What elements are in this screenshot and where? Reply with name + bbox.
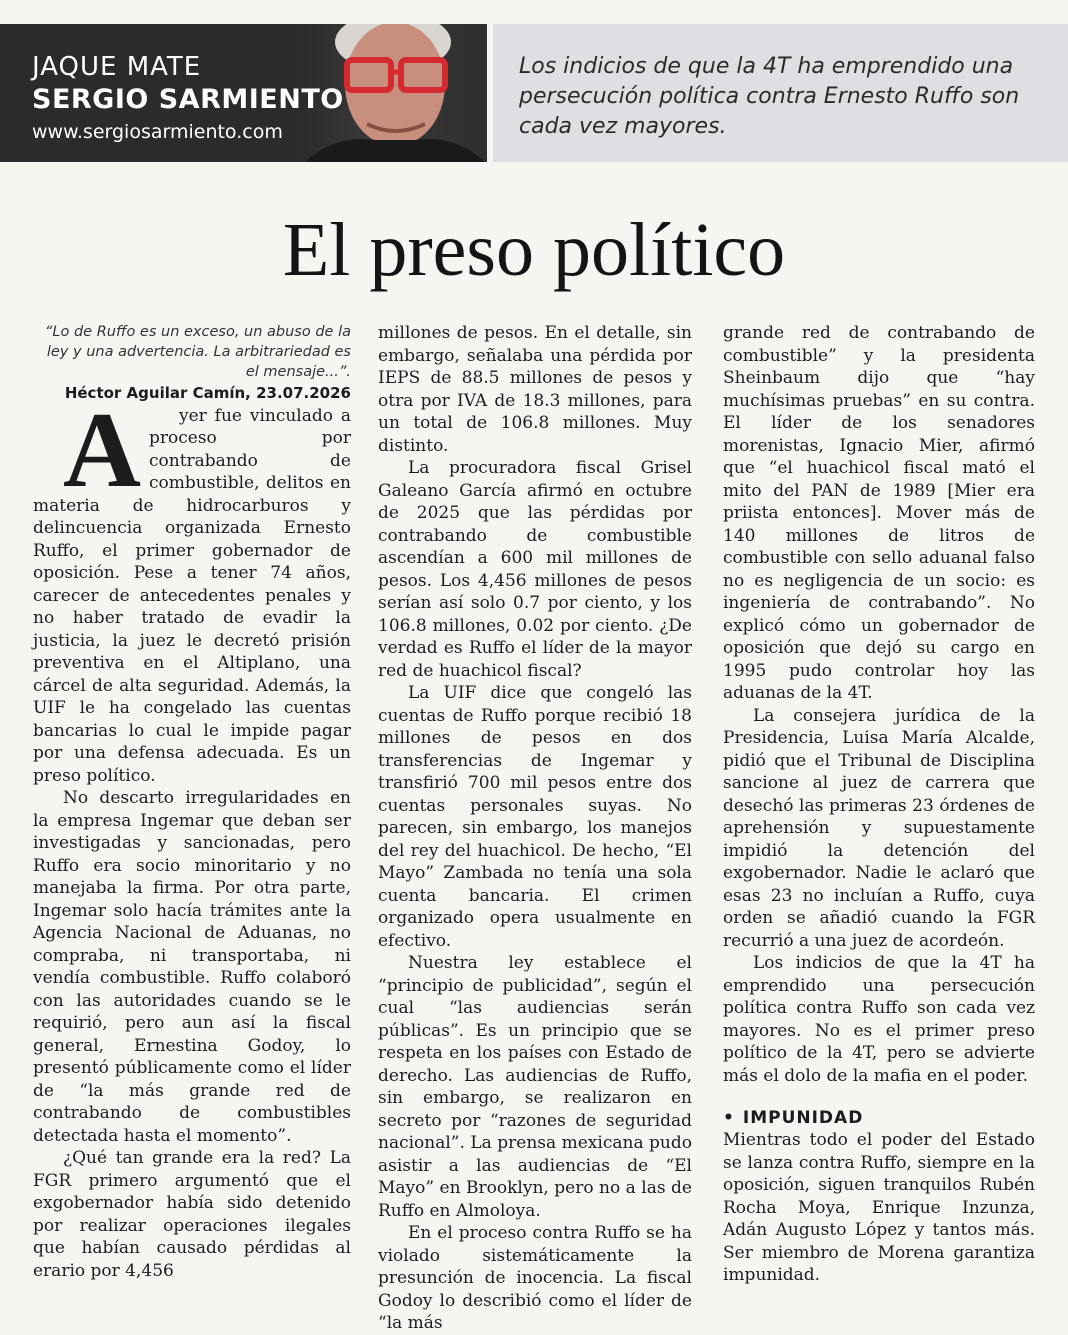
- teaser-text: Los indicios de que la 4T ha emprendido una persecución política contra Ernesto Ruffo son cada vez mayores.: [519, 54, 1020, 139]
- article-headline: El preso político: [282, 208, 786, 292]
- paragraph: Mientras todo el poder del Estado se lanza contra Ruffo, siempre en la oposición, siguen tranquilos Rubén Rocha Moya, Enrique Inzunza, Adán Augusto López y tantos más. Ser miembro de Morena garantiza impunidad.: [723, 1130, 1035, 1285]
- paragraph: A yer fue vinculado a proceso por contrabando de combustible, delitos en materia de hidrocarburos y delincuencia organizada Ernesto Ruffo, el primer gobernador de oposición. Pese a tener 74 años, carecer de antecedentes penales y no haber tratado de evadir la justicia, la juez le decretó prisión preventiva en el Altiplano, una cárcel de alta seguridad. Además, la UIF le ha congelado las cuentas bancarias lo cual le impide pagar por una defensa adecuada. Es un preso político.: [33, 390, 351, 786]
- paragraph: grande red de contrabando de combustible” y la presidenta Sheinbaum dijo que “hay muchísimas pruebas” en su contra. El líder de los senadores morenistas, Ignacio Mier, afirmó que “el huachicol fiscal mató el mito del PAN de 1989 [Mier era priista entonces]. Mover más de 140 millones de litros de combustible con sello aduanal falso no es negligencia de un socio: es ingeniería de contrabando”. No explicó cómo un gobernador de oposición que dejó su cargo en 1995 pudo controlar hoy las aduanas de la 4T.: [723, 323, 1035, 703]
- author-url[interactable]: www.sergiosarmiento.com: [32, 121, 283, 143]
- article-column-3: [723, 322, 1035, 1287]
- paragraph: La procuradora fiscal Grisel Galeano García afirmó en octubre de 2025 que las pérdidas por contrabando de combustible ascendían a 600 mil millones de pesos. Los 4,456 millones de pesos serían así solo 0.7 por ciento, y los 106.8 millones, 0.02 por ciento. ¿De verdad es Ruffo el líder de la mayor red de huachicol fiscal?: [378, 458, 692, 681]
- article-column-1: [33, 322, 351, 1282]
- paragraph: Nuestra ley establece el “principio de publicidad”, según el cual “las audiencias serán públicas”. Es un principio que se respeta en los países con Estado de derecho. Las audiencias de Ruffo, sin embargo, se realizaron en secreto por “razones de seguridad nacional”. La prensa mexicana pudo asistir a las audiencias de “El Mayo” en Brooklyn, pero no a las de Ruffo en Almoloya.: [378, 953, 692, 1221]
- paragraph: La consejera jurídica de la Presidencia, Luisa María Alcalde, pidió que el Tribunal de Disciplina sancione al juez de carrera que desechó las primeras 23 órdenes de aprehensión y supuestamente impidió la detención del exgobernador. Nadie le aclaró que esas 23 no incluían a Ruffo, cuya orden se añadió cuando la FGR recurrió a una juez de acordeón.: [723, 705, 1035, 951]
- banner-author-panel: [0, 24, 487, 162]
- paragraph: En el proceso contra Ruffo se ha violado sistemáticamente la presunción de inocencia. La fiscal Godoy lo describió como el líder de “la más: [378, 1223, 692, 1333]
- epigraph-quote: “Lo de Ruffo es un exceso, un abuso de la ley y una advertencia. La arbitrariedad es el mensaje...”.: [44, 324, 351, 380]
- epigraph-attribution: Héctor Aguilar Camín, 23.07.2026: [64, 384, 351, 402]
- column-banner: [0, 24, 1068, 162]
- bullet-icon: •: [723, 1108, 735, 1128]
- paragraph: Los indicios de que la 4T ha emprendido una persecución política contra Ruffo son cada vez mayores. No es el primer preso político de la 4T, pero se advierte más el dolo de la mafia en el poder.: [723, 953, 1035, 1086]
- paragraph: ¿Qué tan grande era la red? La FGR primero argumentó que el exgobernador había sido detenido por realizar operaciones ilegales que habían causado pérdidas al erario por 4,456: [33, 1148, 351, 1281]
- banner-teaser-panel: [487, 24, 1068, 162]
- dropcap: A: [63, 390, 141, 510]
- article-column-2: [378, 322, 692, 1335]
- paragraph: No descarto irregularidades en la empresa Ingemar que deban ser investigadas y sancionadas, pero Ruffo era socio minoritario y no manejaba la firma. Por otra parte, Ingemar solo hacía trámites ante la Agencia Nacional de Aduanas, no compraba, ni transportaba, ni vendía combustible. Ruffo colaboró con las autoridades cuando se le requirió, pero aun así la fiscal general, Ernestina Godoy, lo presentó públicamente como el líder de “la más grande red de contrabando de combustibles detectada hasta el momento”.: [33, 788, 351, 1146]
- author-name: SERGIO SARMIENTO: [32, 84, 344, 115]
- paragraph: millones de pesos. En el detalle, sin embargo, señalaba una pérdida por IEPS de 88.5 millones de pesos y otra por IVA de 18.3 millones, para un total de 106.8 millones. Muy distinto.: [378, 323, 692, 456]
- paragraph: La UIF dice que congeló las cuentas de Ruffo porque recibió 18 millones de pesos en dos transferencias de Ingemar y transfirió 700 mil pesos entre dos cuentas personales suyas. No parecen, sin embargo, los manejos del rey del huachicol. De hecho, “El Mayo” Zambada no tenía una sola cuenta bancaria. El crimen organizado opera usualmente en efectivo.: [378, 683, 692, 951]
- column-name: JAQUE MATE: [32, 52, 202, 82]
- section-heading: • IMPUNIDAD: [723, 1108, 864, 1128]
